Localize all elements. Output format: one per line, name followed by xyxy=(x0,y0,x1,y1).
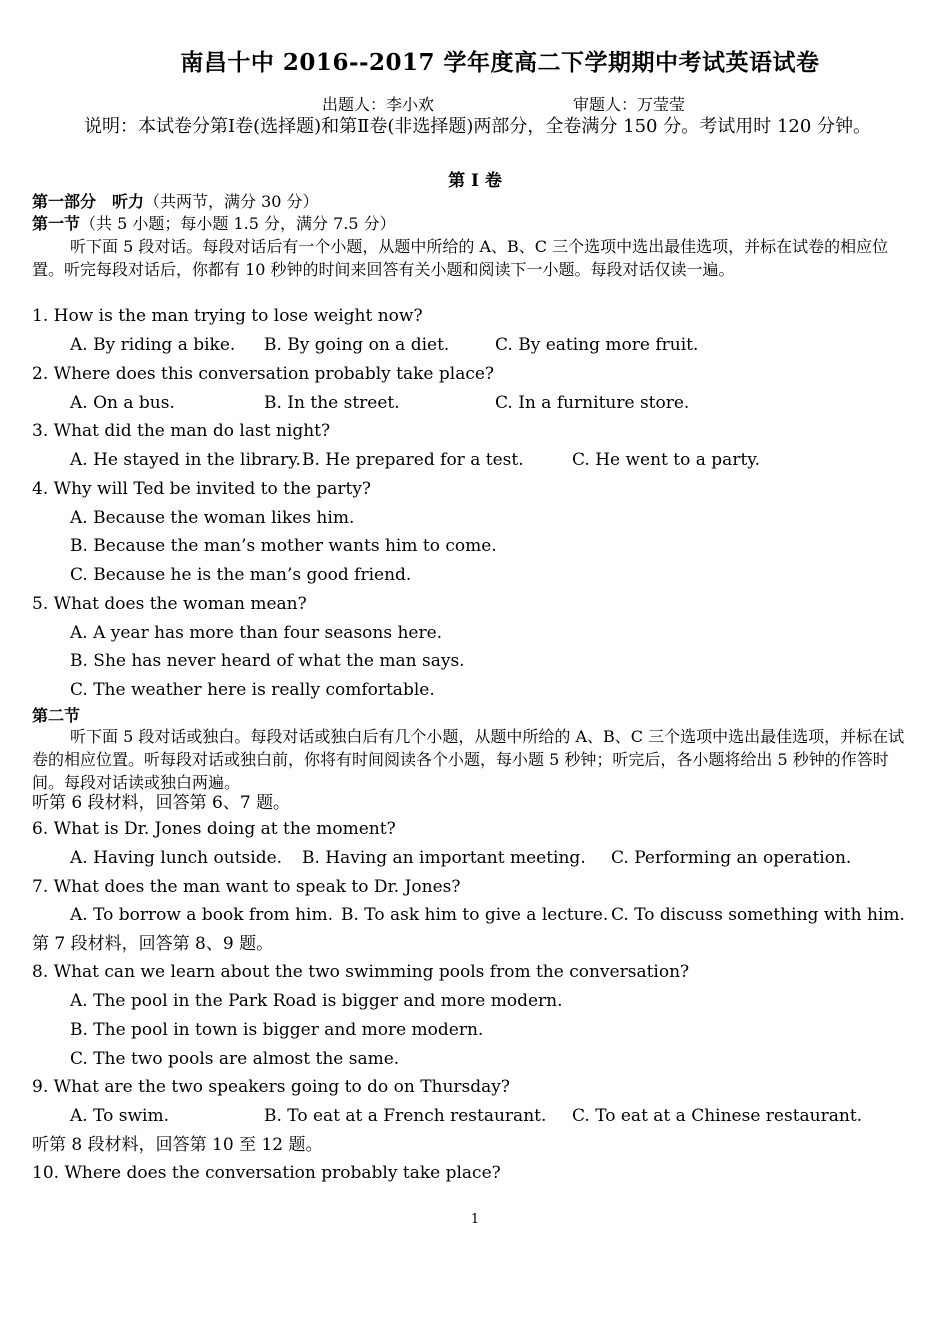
question-4: 4. Why will Ted be invited to the party? xyxy=(32,479,372,499)
q5-option-a: A. A year has more than four seasons here. xyxy=(70,623,443,643)
q8-option-a: A. The pool in the Park Road is bigger and more modern. xyxy=(70,991,563,1011)
section1-heading xyxy=(32,212,918,235)
q9-option-a: A. To swim. xyxy=(70,1106,169,1126)
q6-option-a: A. Having lunch outside. xyxy=(70,848,283,868)
material-8-note: 听第 8 段材料，回答第 10 至 12 题。 xyxy=(32,1135,323,1155)
q7-option-a: A. To borrow a book from him. xyxy=(70,905,333,925)
material-7-note: 第 7 段材料，回答第 8、9 题。 xyxy=(32,934,274,954)
part1-heading-rest: （共两节，满分 30 分） xyxy=(144,192,319,211)
section1-heading-bold: 第一节 xyxy=(32,214,81,233)
section1-instructions: 听下面 5 段对话。每段对话后有一个小题，从题中所给的 A、B、C 三个选项中选出最佳选项，并标在试卷的相应位置。听完每段对话后，你都有 10 秒钟的时间来回答有关小题和阅读下一小题。每段对话仅读一遍。 xyxy=(32,237,889,279)
q4-option-b: B. Because the man’s mother wants him to come. xyxy=(70,536,497,556)
question-2: 2. Where does this conversation probably take place? xyxy=(32,364,495,384)
q3-option-c: C. He went to a party. xyxy=(572,450,761,470)
question-8: 8. What can we learn about the two swimming pools from the conversation? xyxy=(32,962,690,982)
q2-option-b: B. In the street. xyxy=(264,393,400,413)
q3-option-a: A. He stayed in the library. xyxy=(70,450,301,470)
section1-heading-rest: （共 5 小题；每小题 1.5 分，满分 7.5 分） xyxy=(80,214,396,233)
q2-option-a: A. On a bus. xyxy=(70,393,175,413)
section2-instructions: 听下面 5 段对话或独白。每段对话或独白后有几个小题，从题中所给的 A、B、C 三个选项中选出最佳选项，并标在试卷的相应位置。听每段对话或独白前，你将有时间阅读各个小题，每小题 5 秒钟；听完后，各小题将给出 5 秒钟的作答时间。每段对话读或独白两遍。 xyxy=(32,727,905,792)
material-6-note: 听第 6 段材料，回答第 6、7 题。 xyxy=(32,793,291,813)
q3-option-b: B. He prepared for a test. xyxy=(302,450,524,470)
question-6: 6. What is Dr. Jones doing at the moment? xyxy=(32,819,396,839)
question-7: 7. What does the man want to speak to Dr. Jones? xyxy=(32,877,461,897)
exam-title: 南昌十中 2016--2017 学年度高二下学期期中考试英语试卷 xyxy=(180,49,820,76)
question-reviewer: 审题人：万莹莹 xyxy=(573,95,686,114)
section2-heading: 第二节 xyxy=(32,706,81,725)
q6-option-c: C. Performing an operation. xyxy=(611,848,852,868)
q1-option-a: A. By riding a bike. xyxy=(70,335,236,355)
part1-heading xyxy=(32,190,918,213)
q1-option-b: B. By going on a diet. xyxy=(264,335,450,355)
exam-instructions: 说明：本试卷分第Ⅰ卷(选择题)和第Ⅱ卷(非选择题)两部分，全卷满分 150 分。考试用时 120 分钟。 xyxy=(84,116,872,137)
q6-option-b: B. Having an important meeting. xyxy=(302,848,586,868)
q4-option-a: A. Because the woman likes him. xyxy=(70,508,355,528)
q7-option-c: C. To discuss something with him. xyxy=(611,905,905,925)
volume-title: 第 I 卷 xyxy=(448,171,502,191)
q9-option-c: C. To eat at a Chinese restaurant. xyxy=(572,1106,863,1126)
q5-option-b: B. She has never heard of what the man says. xyxy=(70,651,465,671)
question-3: 3. What did the man do last night? xyxy=(32,421,331,441)
q8-option-c: C. The two pools are almost the same. xyxy=(70,1049,400,1069)
q7-option-b: B. To ask him to give a lecture. xyxy=(341,905,609,925)
q2-option-c: C. In a furniture store. xyxy=(495,393,690,413)
q1-option-c: C. By eating more fruit. xyxy=(495,335,699,355)
part1-heading-bold: 第一部分 听力 xyxy=(32,192,145,211)
q8-option-b: B. The pool in town is bigger and more modern. xyxy=(70,1020,484,1040)
question-10: 10. Where does the conversation probably take place? xyxy=(32,1163,501,1183)
question-setter: 出题人：李小欢 xyxy=(322,95,435,114)
q5-option-c: C. The weather here is really comfortable. xyxy=(70,680,435,700)
question-1: 1. How is the man trying to lose weight now? xyxy=(32,306,423,326)
question-5: 5. What does the woman mean? xyxy=(32,594,307,614)
page-number: 1 xyxy=(470,1212,480,1227)
q4-option-c: C. Because he is the man’s good friend. xyxy=(70,565,412,585)
question-9: 9. What are the two speakers going to do on Thursday? xyxy=(32,1077,511,1097)
q9-option-b: B. To eat at a French restaurant. xyxy=(264,1106,547,1126)
